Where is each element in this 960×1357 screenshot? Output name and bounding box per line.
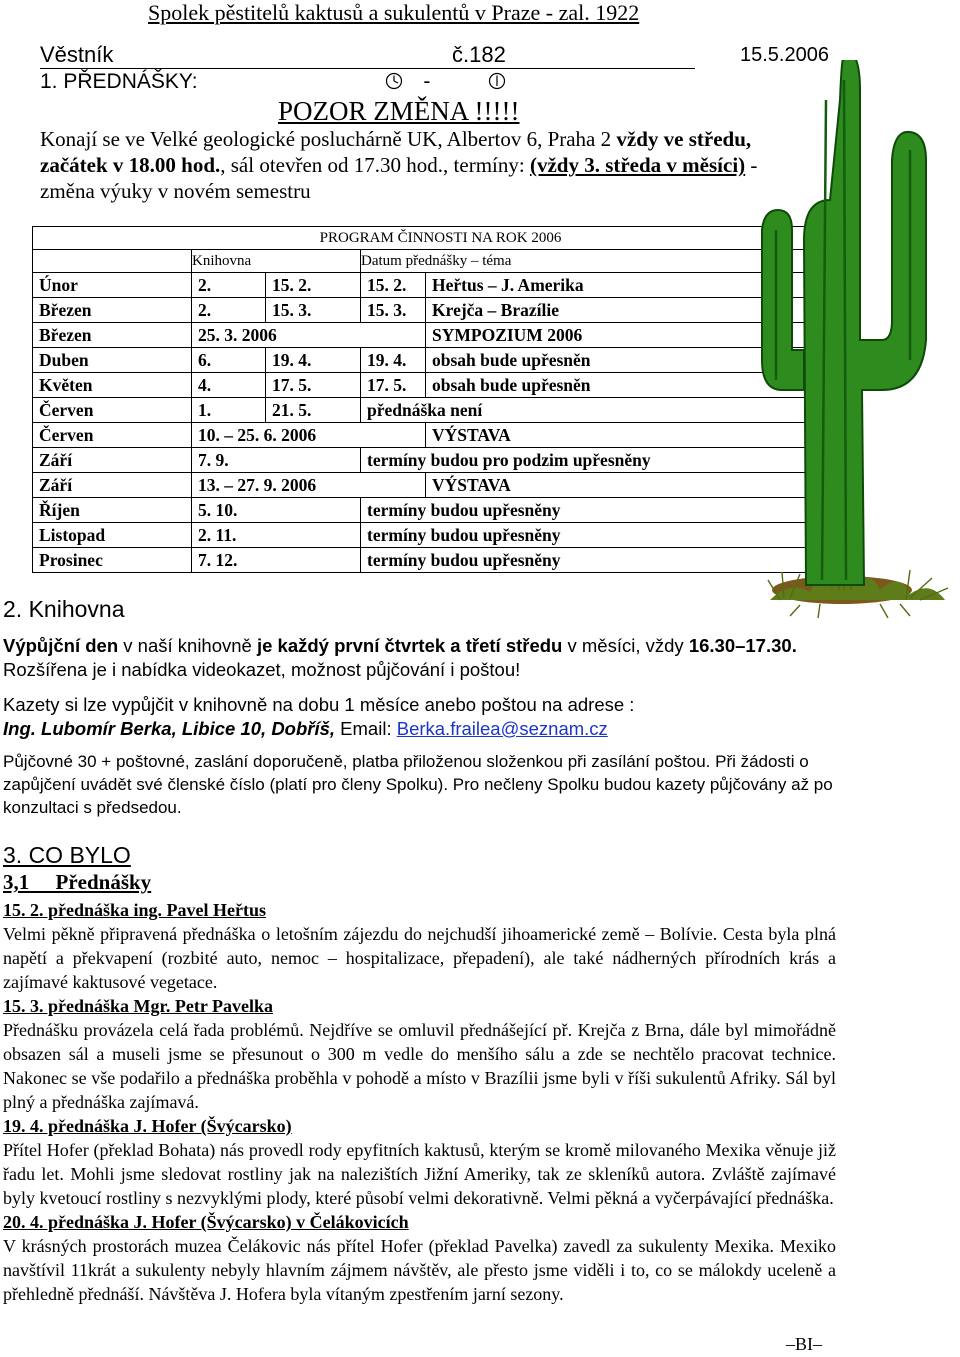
issue-date: 15.5.2006 [740, 44, 829, 66]
cactus-illustration [760, 60, 960, 620]
program-topic: obsah bude upřesněn [426, 373, 843, 398]
program-library-date: 17. 5. [266, 373, 361, 398]
program-library-date: 15. 3. [266, 298, 361, 323]
program-topic: Krejča – Brazílie [426, 298, 843, 323]
library-fees: Půjčovné 30 + poštovné, zaslání doporučeně, platba přiloženou složenkou při zasílání poštou. Při žádosti o zapůjčení uvádět své členské číslo (platí pro členy Spolku). Pro nečleny Spolku budou kazety půjčovány až po konzultaci s předsedou. [3, 752, 833, 817]
library-loan-info [3, 693, 838, 741]
past-heading-text: 3. CO BYLO [3, 842, 131, 868]
program-lecture-date: 15. 3. [361, 298, 426, 323]
program-topic: termíny budou upřesněny [361, 498, 843, 523]
program-row [33, 473, 843, 498]
email-label: Email: [335, 718, 397, 739]
program-topic: termíny budou upřesněny [361, 548, 843, 573]
program-library-day: 1. [192, 398, 266, 423]
program-topic: VÝSTAVA [426, 473, 843, 498]
program-month: Březen [33, 298, 192, 323]
program-topic: obsah bude upřesněn [426, 348, 843, 373]
program-month: Říjen [33, 498, 192, 523]
program-library-day: 2. 11. [192, 523, 361, 548]
lecture-column-header: Datum přednášky – téma [361, 250, 843, 273]
signature: –BI– [786, 1334, 822, 1354]
clock-icon [488, 72, 506, 90]
library-column-header: Knihovna [192, 250, 361, 273]
program-row [33, 348, 843, 373]
lectures-heading [40, 70, 443, 94]
program-topic: VÝSTAVA [426, 423, 843, 448]
program-row [33, 398, 843, 423]
report-text: Přednášku provázela celá řada problémů. Nejdříve se omluvil přednášející př. Krejča z Brna, dále byl mimořádně obsazen sál a museli jsme se přesunout o 300 m vedle do menšího sálu a zde se nechtělo pracovat technice. Nakonec se vše podařilo a přednáška proběhla v pohodě a místo v Brazílii jsme byli v říši sukulentů Afriky. Sál byl plný a přednáška zajímavá. [3, 1020, 836, 1112]
program-library-day: 6. [192, 348, 266, 373]
librarian-address: Ing. Lubomír Berka, Libice 10, Dobříš, [3, 718, 336, 739]
library-hours-time: 16.30–17.30. [688, 635, 797, 656]
report-text: Velmi pěkně připravená přednáška o letošním zájezdu do nejchudší jihoamerické země – Bolívie. Cesta byla plná napětí a překvapení (rozbité auto, nemoc – hospitalizace, přepadení), ale také nádherných přírodních krás a zajímavé kaktusové vegetace. [3, 924, 836, 992]
report-title: 15. 2. přednáška ing. Pavel Heřtus [3, 900, 267, 920]
program-row [33, 423, 843, 448]
clock-separator: - [423, 70, 431, 94]
library-hours-note: Rozšířena je i nabídka videokazet, možnost půjčování i poštou! [3, 659, 521, 680]
program-lecture-date: 19. 4. [361, 348, 426, 373]
clock-group [203, 72, 443, 92]
venue-text: Konají se ve Velké geologické posluchárně UK, Albertov 6, Praha 2 [40, 127, 617, 151]
lectures-heading-text: 1. PŘEDNÁŠKY: [40, 70, 198, 93]
report-text: Přítel Hofer (překlad Bohata) nás provedl rody epyfitních kaktusů, kterým se kromě milovaného Mexika věnuje již řadu let. Mohli jsme sledovat rostliny jak na nalezištích Jižní Ameriky, tak ze skleníků autora. Zvláště zajímavé byly kvetoucí rostliny s nezvyklými plody, které působí velmi dekorativně. Velmi pěkná a vyčerpávající přednáška. [3, 1140, 836, 1208]
program-event-date: 25. 3. 2006 [192, 323, 426, 348]
program-month: Prosinec [33, 548, 192, 573]
loan-text: Kazety si lze vypůjčit v knihovně na dobu 1 měsíce anebo poštou na adrese : [3, 694, 635, 715]
program-library-day: 7. 9. [192, 448, 361, 473]
program-row [33, 498, 843, 523]
program-row [33, 523, 843, 548]
program-month: Březen [33, 323, 192, 348]
venue-schedule: (vždy 3. středa v měsíci) [529, 153, 746, 177]
program-month: Červen [33, 423, 192, 448]
venue-time: vždy ve středu, začátek v 18.00 hod. [40, 127, 752, 177]
program-library-date: 15. 2. [266, 273, 361, 298]
library-hours [3, 634, 838, 682]
venue-text-2: , sál otevřen od 17.30 hod., termíny: [220, 153, 530, 177]
program-library-day: 2. [192, 298, 266, 323]
program-topic: termíny budou pro podzim upřesněny [361, 448, 843, 473]
program-library-date: 19. 4. [266, 348, 361, 373]
header-underline [40, 68, 695, 69]
report-title: 20. 4. přednáška J. Hofer (Švýcarsko) v Čelákovicích [3, 1212, 409, 1232]
report-title: 15. 3. přednáška Mgr. Petr Pavelka [3, 996, 273, 1016]
report-title: 19. 4. přednáška J. Hofer (Švýcarsko) [3, 1116, 292, 1136]
program-lecture-date: 17. 5. [361, 373, 426, 398]
program-row [33, 273, 843, 298]
program-table [32, 226, 843, 573]
program-library-date: 21. 5. [266, 398, 361, 423]
bulletin-name: Věstník [40, 42, 114, 67]
program-month: Září [33, 473, 192, 498]
clock-icon [385, 72, 403, 90]
program-month: Září [33, 448, 192, 473]
email-link[interactable]: Berka.frailea@seznam.cz [396, 718, 608, 739]
program-lecture-date: 15. 2. [361, 273, 426, 298]
month-header [33, 250, 192, 273]
program-header-row [33, 250, 843, 273]
program-month: Duben [33, 348, 192, 373]
library-hours-days: je každý první čtvrtek a třetí středu [256, 635, 563, 656]
library-heading: 2. Knihovna [3, 596, 125, 622]
program-title: PROGRAM ČINNOSTI NA ROK 2006 [33, 227, 843, 250]
venue-paragraph [40, 126, 810, 204]
issue-number: č.182 [452, 42, 506, 67]
program-topic: Heřtus – J. Amerika [426, 273, 843, 298]
past-heading [3, 842, 131, 869]
program-row [33, 548, 843, 573]
program-library-day: 5. 10. [192, 498, 361, 523]
program-month: Červen [33, 398, 192, 423]
venue-text-3: - změna výuky v novém semestru [40, 153, 758, 203]
library-hours-text: v naší knihovně [118, 635, 257, 656]
program-month: Květen [33, 373, 192, 398]
program-row [33, 323, 843, 348]
program-topic: termíny budou upřesněny [361, 523, 843, 548]
program-title-row [33, 227, 843, 250]
library-hours-label: Výpůjční den [3, 635, 119, 656]
program-library-day: 4. [192, 373, 266, 398]
lecture-reports [3, 898, 836, 1306]
program-library-day: 2. [192, 273, 266, 298]
program-event-date: 10. – 25. 6. 2006 [192, 423, 426, 448]
program-month: Únor [33, 273, 192, 298]
program-topic: SYMPOZIUM 2006 [426, 323, 843, 348]
society-title: Spolek pěstitelů kaktusů a sukulentů v Praze - zal. 1922 [148, 0, 640, 25]
program-month: Listopad [33, 523, 192, 548]
program-row [33, 373, 843, 398]
program-row [33, 298, 843, 323]
library-hours-text-2: v měsíci, vždy [562, 635, 689, 656]
past-lectures-heading: 3,1 Přednášky [3, 870, 152, 894]
program-topic: přednáška není [361, 398, 843, 423]
change-notice: POZOR ZMĚNA !!!!! [278, 96, 520, 126]
report-text: V krásných prostorách muzea Čelákovic nás přítel Hofer (překlad Pavelka) zavedl za sukulenty Mexika. Mexiko navštívil 11krát a sukulenty nebyly hlavním zájmem návštěv, ale přesto jsme viděli i to, co se málokdy uceleně a přehledně přednáší. Návštěva J. Hofera byla vítaným zpestřením jarní sezony. [3, 1236, 836, 1304]
program-row [33, 448, 843, 473]
program-event-date: 13. – 27. 9. 2006 [192, 473, 426, 498]
program-library-day: 7. 12. [192, 548, 361, 573]
